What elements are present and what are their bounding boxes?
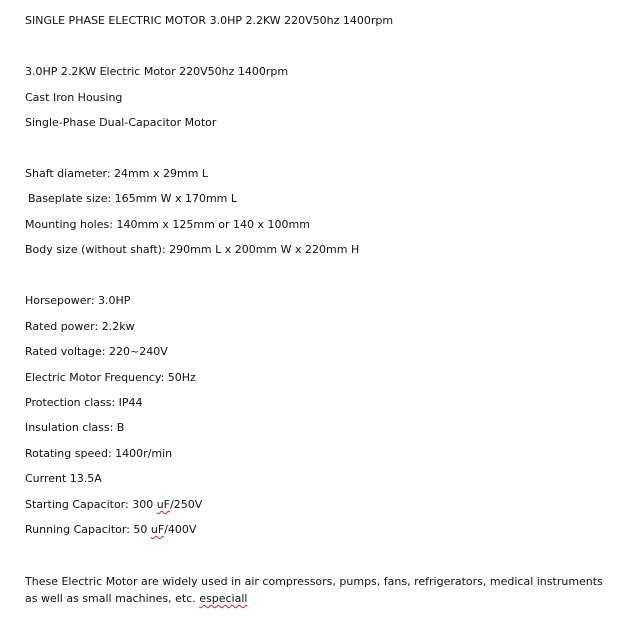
motor-frequency: Electric Motor Frequency: 50Hz xyxy=(25,371,196,384)
running-capacitor-label: Running Capacitor: 50 xyxy=(25,523,151,536)
protection-class: Protection class: IP44 xyxy=(25,396,143,409)
body-size: Body size (without shaft): 290mm L x 200mm W x 220mm H xyxy=(25,243,360,256)
running-capacitor-rating: /400V xyxy=(164,523,197,536)
intro-line-3: Single-Phase Dual-Capacitor Motor xyxy=(25,116,217,129)
rated-power: Rated power: 2.2kw xyxy=(25,320,135,333)
rotating-speed: Rotating speed: 1400r/min xyxy=(25,447,173,460)
baseplate-size: Baseplate size: 165mm W x 170mm L xyxy=(28,192,238,205)
insulation-class: Insulation class: B xyxy=(25,421,125,434)
running-capacitor xyxy=(25,523,196,537)
intro-line-1: 3.0HP 2.2KW Electric Motor 220V50hz 1400rpm xyxy=(25,65,289,78)
starting-capacitor-rating: /250V xyxy=(170,498,203,511)
misspelled-word: especiall xyxy=(199,592,248,605)
product-title: SINGLE PHASE ELECTRIC MOTOR 3.0HP 2.2KW 220V50hz 1400rpm xyxy=(25,14,394,27)
starting-capacitor-label: Starting Capacitor: 300 xyxy=(25,498,157,511)
starting-capacitor xyxy=(25,498,202,512)
current: Current 13.5A xyxy=(25,472,102,485)
running-capacitor-unit: uF xyxy=(150,523,165,536)
mounting-holes: Mounting holes: 140mm x 125mm or 140 x 100mm xyxy=(25,218,310,231)
horsepower: Horsepower: 3.0HP xyxy=(25,294,131,307)
intro-line-2: Cast Iron Housing xyxy=(25,91,123,104)
usage-paragraph xyxy=(25,573,610,607)
usage-text: These Electric Motor are widely used in air compressors, pumps, fans, refrigerators, medical instruments as well as small machines, etc. xyxy=(25,575,603,605)
shaft-diameter: Shaft diameter: 24mm x 29mm L xyxy=(25,167,209,180)
starting-capacitor-unit: uF xyxy=(156,498,171,511)
rated-voltage: Rated voltage: 220~240V xyxy=(25,345,168,358)
